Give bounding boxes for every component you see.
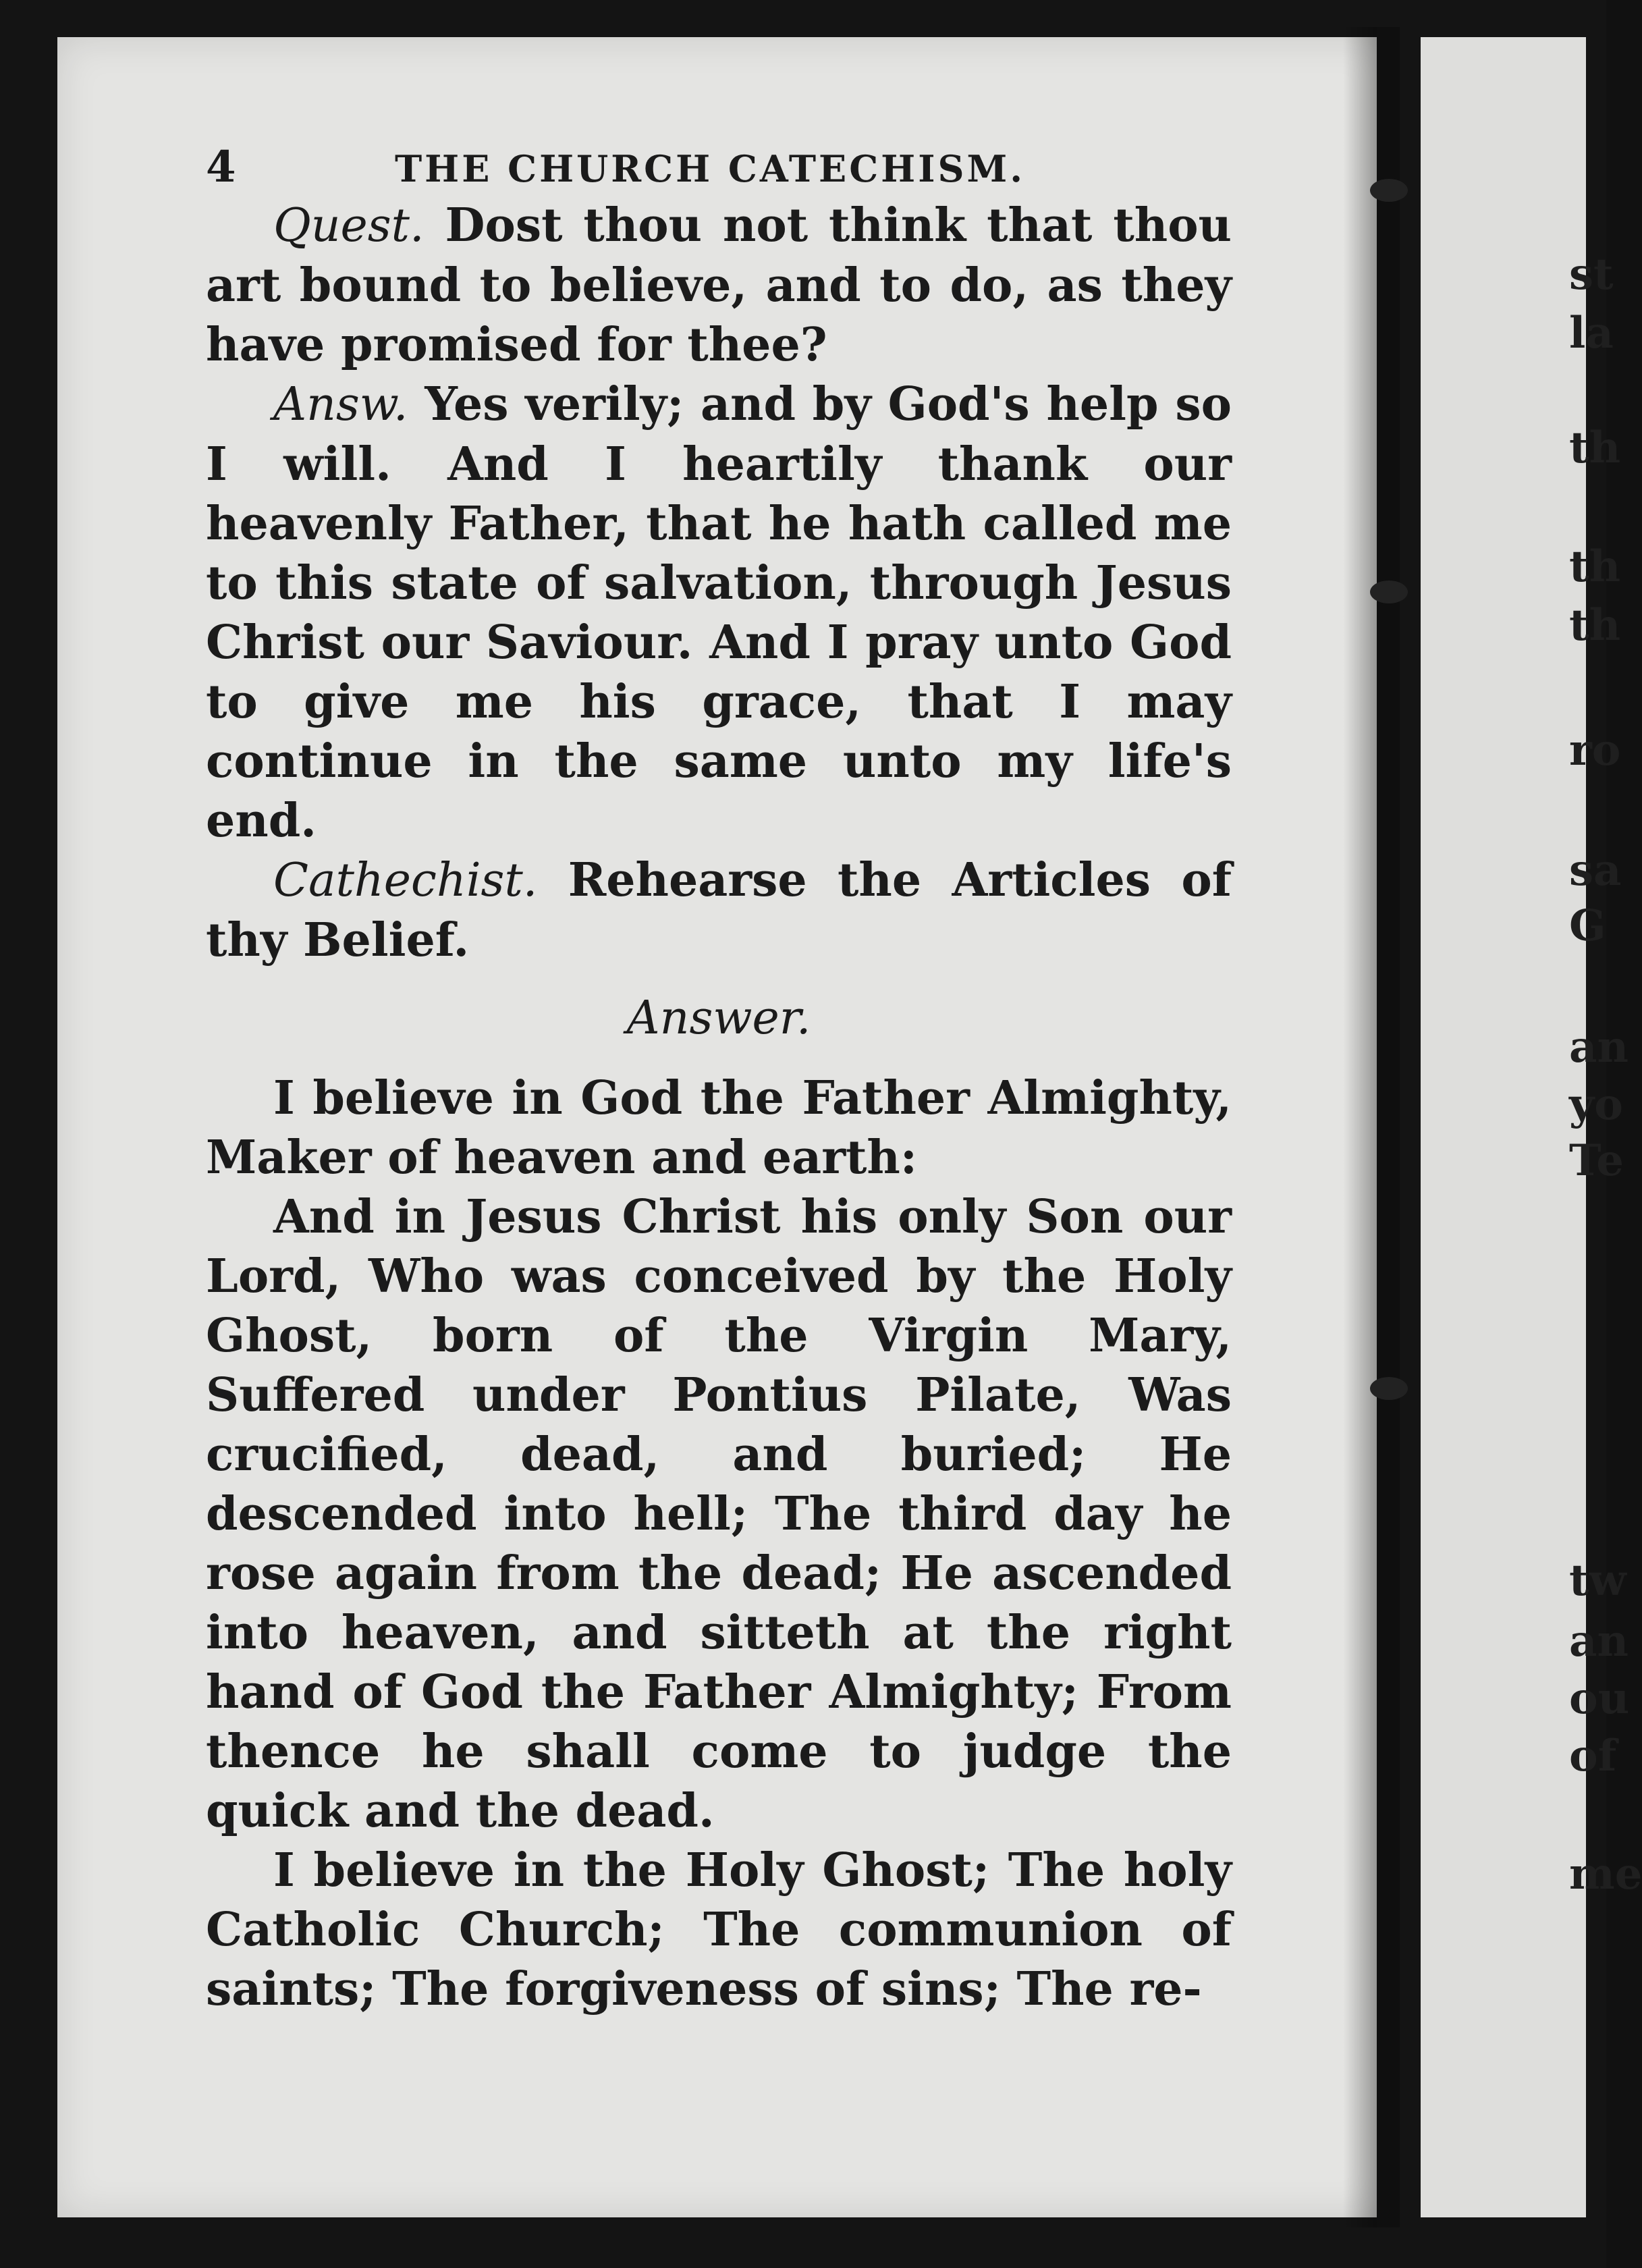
creed-paragraph: I believe in God the Father Almighty, Maker of heaven and earth: [206,1071,1232,1185]
binding-stitch [1370,179,1408,202]
facing-fragment: Te [1569,1135,1624,1186]
facing-fragment: ou [1569,1673,1630,1724]
facing-fragment: th [1569,541,1621,592]
facing-fragment: me [1569,1849,1642,1899]
facing-fragment: th [1569,423,1621,473]
creed-paragraph: I believe in the Holy Ghost; The holy Catholic Church; The communion of saints; The forgiveness of sins; The re- [206,1843,1232,2016]
facing-fragment: of [1569,1731,1617,1781]
facing-fragment: st [1569,249,1614,300]
answer-paragraph [206,375,1232,850]
facing-fragment: an [1569,1022,1629,1073]
facing-fragment: an [1569,1616,1629,1667]
page-number: 4 [206,142,238,192]
facing-fragment: tw [1569,1555,1626,1606]
right-page [1421,37,1586,2217]
speaker-label: Cathechist. [273,854,538,907]
page-header [206,135,1232,196]
catechist-paragraph [206,850,1232,970]
binding-stitch [1370,580,1408,603]
facing-fragment: ro [1569,725,1621,776]
speaker-label: Answ. [273,378,408,431]
paragraph-text: Rehearse the Articles of thy Belief. [206,853,1232,967]
page-text-column [206,135,1232,2019]
creed-paragraph: And in Jesus Christ his only Son our Lord, Who was conceived by the Holy Ghost, born of the Virgin Mary, Suffered under Pontius Pilate, Was crucified, dead, and buried; He descended into hell; The third day he rose again from the dead; He ascended into heaven, and sitteth at the right hand of God the Father Almighty; From thence he shall come to judge the quick and the dead. [206,1190,1232,1838]
facing-fragment: th [1569,600,1621,651]
book-spine [1377,27,1400,2228]
paragraph-text: Yes verily; and by God's help so I will. And I heartily thank our heavenly Father, that he hath called me to this state of salvation, through Jesus Christ our Saviour. And I pray unto God to give me his grace, that I may continue in the same unto my life's end. [206,377,1232,848]
facing-fragment: sa [1569,845,1622,896]
paragraph-text: Dost thou not think that thou art bound to believe, and to do, as they have promised for thee? [206,198,1232,372]
binding-stitch [1370,1377,1408,1400]
gutter-shadow [1343,27,1380,2228]
facing-fragment: yo [1569,1079,1623,1130]
facing-fragment: G [1569,900,1606,951]
answer-heading: Answer. [626,992,811,1045]
speaker-label: Quest. [273,199,425,252]
running-title: THE CHURCH CATECHISM. [395,147,1026,190]
question-paragraph [206,196,1232,375]
facing-fragment: la [1569,308,1614,358]
